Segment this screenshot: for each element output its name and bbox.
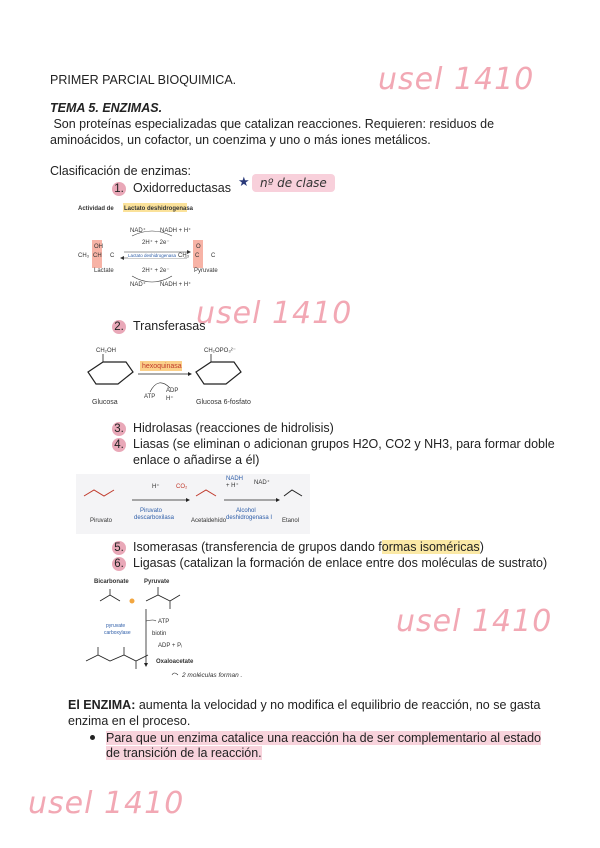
intro-line-2: aminoácidos, un cofactor, un coenzima y uno o más iones metálicos. xyxy=(50,133,431,147)
fig3-co2: CO₂ xyxy=(176,484,188,490)
enzyme-definition xyxy=(68,697,540,713)
item-label: Liasas (se eliminan o adicionan grupos H2O, CO2 y NH3, para formar doble xyxy=(133,437,555,451)
item-label-highlight: ormas isoméricas xyxy=(381,540,480,554)
fig1-nadh: NADH + H⁺ xyxy=(160,228,192,234)
fig1-c-left: C xyxy=(110,253,115,259)
item-label: Ligasas (catalizan la formación de enlace entre dos moléculas de sustrato) xyxy=(133,556,548,570)
fig1-2h2e: 2H⁺ + 2e⁻ xyxy=(142,240,170,246)
bullet-text-1: Para que un enzima catalice una reacción ha de ser complementario al estado xyxy=(106,731,541,745)
item-label-a: Isomerasas (transferencia de grupos dando f xyxy=(133,540,382,554)
item-label: Oxidorreductasas xyxy=(133,181,231,195)
fig3-nadh: NADH xyxy=(226,476,244,482)
item-label: Transferasas xyxy=(133,319,206,333)
lyase-figure xyxy=(76,474,310,534)
fig2-enzyme: hexoquinasa xyxy=(142,363,182,370)
fig1-nad-bottom: NAD⁺ xyxy=(130,282,146,288)
enzyme-class-1 xyxy=(112,180,231,196)
fig1-title-b: Lactato deshidrogenasa xyxy=(124,206,194,212)
fig1-ch3-left: CH₃ xyxy=(78,253,90,259)
fig4-adp: ADP + Pᵢ xyxy=(158,643,183,649)
hexokinase-figure xyxy=(78,342,258,412)
watermark-top: usel 1410 xyxy=(378,62,535,97)
fig2-ch2oh: CH₂OH xyxy=(96,348,116,354)
fig1-ch: CH xyxy=(93,253,102,259)
fig4-biotin: biotin xyxy=(152,631,167,637)
lactate-dehydrogenase-figure xyxy=(72,200,242,292)
classification-heading: Clasificación de enzimas: xyxy=(50,164,192,178)
enzyme-class-4 xyxy=(112,436,555,452)
item-number: 4. xyxy=(112,438,126,452)
fig1-ch3-right: CH₃ xyxy=(178,253,190,259)
bullet-line-1 xyxy=(106,730,541,746)
fig1-pyruvate: Pyruvate xyxy=(194,268,218,274)
item-number: 5. xyxy=(112,541,126,555)
fig4-atp: ATP xyxy=(158,619,170,625)
enzyme-class-2 xyxy=(112,318,205,334)
watermark-bottom: usel 1410 xyxy=(28,786,185,821)
fig1-nad: NAD⁺ xyxy=(130,228,146,234)
fig3-enzyme2-b: deshidrogenasa I xyxy=(226,515,273,521)
fig4-enzyme-b: carboxylase xyxy=(104,630,131,636)
fig1-nadh-bottom: NADH + H⁺ xyxy=(160,282,192,288)
enzyme-class-3 xyxy=(112,420,334,436)
watermark-middle: usel 1410 xyxy=(196,296,353,331)
fig3-enzyme1-a: Piruvato xyxy=(140,508,163,514)
fig4-bicarbonate: Bicarbonate xyxy=(94,579,129,585)
fig4-pyruvate: Pyruvate xyxy=(144,579,170,585)
fig1-enzyme: Lactato deshidrogenasa xyxy=(128,253,177,258)
fig1-o: O xyxy=(196,244,201,250)
enzyme-definition-continued: enzima en el proceso. xyxy=(68,714,191,728)
fig2-adp: ADP xyxy=(166,388,179,394)
fig1-oh: OH xyxy=(94,244,103,250)
fig3-etanol: Etanol xyxy=(282,518,300,524)
fig3-h: H⁺ xyxy=(152,484,160,490)
item-label-c: ) xyxy=(479,540,484,554)
enzyme-text: aumenta la velocidad y no modifica el equilibrio de reacción, no se gasta xyxy=(135,698,541,712)
fig1-c-right2: C xyxy=(211,253,216,259)
enzyme-label: El ENZIMA: xyxy=(68,698,136,712)
fig3-nad: NAD⁺ xyxy=(254,480,270,486)
intro-line-1: Son proteínas especializadas que catalizan reacciones. Requieren: residuos de xyxy=(50,117,495,131)
fig2-glucose: Glucosa xyxy=(92,399,118,406)
fig2-ch2opo3: CH₂OPO₃²⁻ xyxy=(204,348,236,354)
fig1-2h2e-bottom: 2H⁺ + 2e⁻ xyxy=(142,268,170,274)
fig1-c-right: C xyxy=(195,253,200,259)
fig3-h2: + H⁺ xyxy=(226,483,239,489)
fig3-acetaldehido: Acetaldehído xyxy=(191,518,227,524)
item-number: 6. xyxy=(112,557,126,571)
item-label: Hidrolasas (reacciones de hidrolisis) xyxy=(133,421,334,435)
fig4-enzyme-a: pyruvate xyxy=(106,623,126,629)
item-number: 1. xyxy=(112,182,126,196)
star-icon: ★ xyxy=(238,174,250,189)
bullet-dot xyxy=(90,735,95,740)
item-number: 3. xyxy=(112,422,126,436)
fig1-title-a: Actividad de xyxy=(78,206,114,212)
fig4-note: 2 moléculas forman . xyxy=(182,672,243,679)
enzyme-class-4-continued: enlace o añadirse a él) xyxy=(133,453,260,467)
section-title: TEMA 5. ENZIMAS. xyxy=(50,101,163,115)
fig3-enzyme1-b: descarboxilasa xyxy=(134,515,175,521)
fig2-atp: ATP xyxy=(144,394,156,400)
fig4-oxaloacetate: Oxaloacetate xyxy=(156,659,194,665)
fig2-glucose-6p: Glucosa 6-fosfato xyxy=(196,399,251,406)
enzyme-class-5 xyxy=(112,539,484,555)
bullet-line-2 xyxy=(106,745,262,761)
pyruvate-carboxylase-figure xyxy=(76,575,276,685)
fig1-lactate: Lactate xyxy=(94,268,114,274)
watermark-right: usel 1410 xyxy=(396,604,553,639)
bullet-text-2: de transición de la reacción. xyxy=(106,746,262,760)
item-number: 2. xyxy=(112,320,126,334)
fig3-enzyme2-a: Alcohol xyxy=(236,508,256,514)
fig3-piruvato: Piruvato xyxy=(90,518,113,524)
class-number-sticker: nº de clase xyxy=(252,174,335,192)
fig2-h: H⁺ xyxy=(166,396,174,402)
enzyme-class-6 xyxy=(112,555,547,571)
document-header: PRIMER PARCIAL BIOQUIMICA. xyxy=(50,73,237,87)
